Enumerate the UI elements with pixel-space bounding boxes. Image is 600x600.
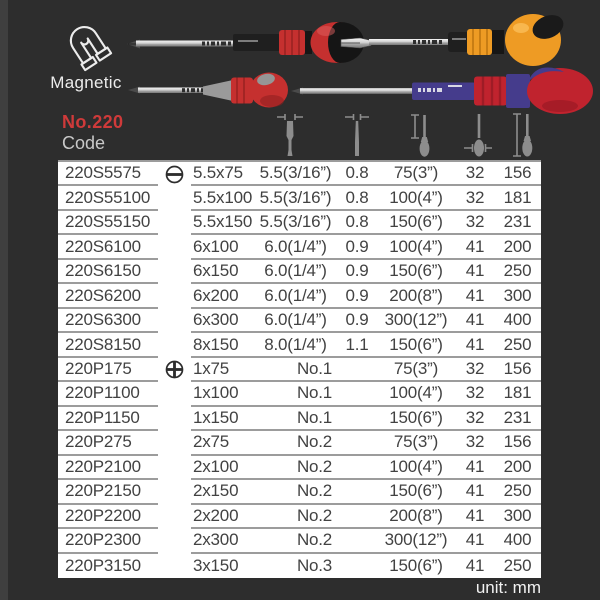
- cell-overall-length: 300: [494, 505, 541, 529]
- cell-head-type: [158, 309, 191, 333]
- cell-overall-length: 181: [494, 186, 541, 210]
- table-row: [58, 456, 541, 480]
- cell-overall-length: 156: [494, 358, 541, 382]
- cell-handle-diameter: 41: [456, 284, 494, 308]
- table-row: [58, 260, 541, 284]
- cell-code: 220P1100: [58, 382, 158, 406]
- cell-shaft-length: 75(3”): [376, 162, 456, 186]
- cell-handle-diameter: 41: [465, 555, 485, 575]
- cell-overall-length: 181: [494, 382, 541, 406]
- table-row: [58, 431, 541, 455]
- cell-shaft-length: 100(4”): [376, 235, 456, 259]
- cell-code: 220P175: [58, 358, 158, 382]
- cell-handle-diameter: 41: [456, 505, 494, 529]
- cell-shaft-length: 150(6”): [376, 260, 456, 284]
- cell-size: 1x100: [191, 382, 253, 406]
- cell-tip-width: 6.0(1/4”): [253, 260, 338, 284]
- cell-head-type: [158, 333, 191, 357]
- cell-head-type: [158, 431, 191, 455]
- cell-overall-length: 250: [494, 333, 541, 357]
- cell-size: 2x100: [191, 456, 253, 480]
- slotted-head-icon: [165, 165, 184, 184]
- table-row: [58, 505, 541, 529]
- cell-code: 220P3150: [65, 555, 141, 575]
- cell-tip-width: 5.5(3/16”): [253, 186, 338, 210]
- cell-point-no: No.1: [253, 407, 376, 431]
- phillips-screwdriver-purple-red: [291, 68, 593, 115]
- cell-shaft-length: 150(6”): [376, 211, 456, 235]
- cell-tip-width: 5.5(3/16”): [253, 162, 338, 186]
- cell-shaft-length: 75(3”): [376, 358, 456, 382]
- cell-shaft-length: 150(6”): [376, 333, 456, 357]
- cell-size: 5.5x100: [191, 186, 253, 210]
- cell-tip-thickness: 0.8: [338, 211, 376, 235]
- cell-overall-length: 400: [494, 309, 541, 333]
- cell-overall-length: 250: [494, 480, 541, 504]
- cell-head-type: [158, 162, 191, 186]
- cell-head-type: [158, 211, 191, 235]
- cell-handle-diameter: 32: [456, 186, 494, 210]
- cell-tip-thickness: 0.9: [338, 260, 376, 284]
- cell-point-no: No.1: [253, 382, 376, 406]
- handle-diameter-icon: [463, 112, 493, 158]
- cell-tip-thickness: 1.1: [338, 333, 376, 357]
- cell-shaft-length: 150(6”): [376, 480, 456, 504]
- cell-size: 2x75: [191, 431, 253, 455]
- cell-code: 220P275: [58, 431, 158, 455]
- cell-shaft-length: 300(12”): [376, 309, 456, 333]
- code-column-label: Code: [62, 133, 106, 153]
- cell-head-type: [158, 529, 191, 553]
- cell-handle-diameter: 32: [456, 407, 494, 431]
- unit-label: unit: mm: [475, 578, 541, 597]
- cell-code: 220S6200: [58, 284, 158, 308]
- table-row: [58, 554, 541, 578]
- table-row: [58, 358, 541, 382]
- slotted-screwdriver-orange: [341, 11, 567, 66]
- table-row: [58, 480, 541, 504]
- cell-shaft-length: 150(6”): [389, 555, 443, 575]
- cell-tip-thickness: 0.8: [338, 162, 376, 186]
- cell-code: 220P2300: [58, 529, 158, 553]
- blade-thickness-icon: [342, 112, 372, 158]
- cell-point-no: No.2: [253, 431, 376, 455]
- cell-size: 2x200: [191, 505, 253, 529]
- series-number: No.220: [62, 112, 124, 132]
- table-row: [58, 162, 541, 186]
- cell-size: 1x150: [191, 407, 253, 431]
- magnet-label: Magnetic: [50, 73, 122, 92]
- magnet-badge: [44, 14, 128, 93]
- cell-overall-length: 231: [494, 407, 541, 431]
- cell-tip-width: 5.5(3/16”): [253, 211, 338, 235]
- cell-shaft-length: 100(4”): [376, 186, 456, 210]
- cell-shaft-length: 100(4”): [376, 456, 456, 480]
- cell-head-type: [158, 480, 191, 504]
- cell-head-type: [158, 505, 191, 529]
- table-row: [58, 284, 541, 308]
- cell-handle-diameter: 32: [456, 431, 494, 455]
- table-row: [58, 186, 541, 210]
- cell-size: 5.5x150: [191, 211, 253, 235]
- cell-tip-width: 6.0(1/4”): [253, 235, 338, 259]
- cell-tip-width: 8.0(1/4”): [253, 333, 338, 357]
- cell-handle-diameter: 41: [456, 456, 494, 480]
- cell-code: 220P1150: [58, 407, 158, 431]
- cell-head-type: [158, 260, 191, 284]
- cell-head-type: [158, 284, 191, 308]
- cell-handle-diameter: 41: [456, 333, 494, 357]
- cell-overall-length: 250: [503, 555, 532, 575]
- cell-handle-diameter: 41: [456, 309, 494, 333]
- cell-overall-length: 250: [494, 260, 541, 284]
- cell-code: 220S5575: [58, 162, 158, 186]
- cell-overall-length: 400: [494, 529, 541, 553]
- cell-overall-length: 300: [494, 284, 541, 308]
- cell-handle-diameter: 41: [456, 529, 494, 553]
- cell-handle-diameter: 32: [456, 162, 494, 186]
- cell-head-type: [158, 186, 191, 210]
- cell-tip-thickness: 0.9: [338, 235, 376, 259]
- table-row: [58, 333, 541, 357]
- cell-overall-length: 156: [494, 162, 541, 186]
- cell-shaft-length: 150(6”): [376, 407, 456, 431]
- blade-width-icon: [275, 112, 305, 158]
- cell-code: 220S55150: [58, 211, 158, 235]
- table-row: [58, 529, 541, 553]
- cell-code: 220S8150: [58, 333, 158, 357]
- cell-code: 220S6100: [58, 235, 158, 259]
- cell-handle-diameter: 41: [456, 480, 494, 504]
- cell-size: 5.5x75: [191, 162, 253, 186]
- cell-head-type: [158, 358, 191, 382]
- cell-code: 220P2200: [58, 505, 158, 529]
- cell-tip-width: 6.0(1/4”): [253, 284, 338, 308]
- cell-size: 6x150: [191, 260, 253, 284]
- phillips-head-icon: [165, 360, 184, 379]
- cell-point-no: No.3: [296, 555, 333, 575]
- cell-point-no: No.2: [253, 529, 376, 553]
- shaft-length-icon: [408, 112, 438, 158]
- cell-handle-diameter: 32: [456, 358, 494, 382]
- cell-shaft-length: 75(3”): [376, 431, 456, 455]
- cell-size: 3x150: [193, 555, 239, 575]
- cell-tip-thickness: 0.8: [338, 186, 376, 210]
- cell-size: 1x75: [191, 358, 253, 382]
- cell-code: 220S6150: [58, 260, 158, 284]
- overall-length-icon: [510, 112, 540, 158]
- table-row: [58, 235, 541, 259]
- cell-handle-diameter: 41: [456, 235, 494, 259]
- cell-size: 8x150: [191, 333, 253, 357]
- cell-shaft-length: 100(4”): [376, 382, 456, 406]
- phillips-screwdriver-red-black: [127, 22, 364, 63]
- cell-tip-thickness: 0.9: [338, 284, 376, 308]
- cell-overall-length: 231: [494, 211, 541, 235]
- cell-overall-length: 200: [494, 456, 541, 480]
- cell-size: 6x100: [191, 235, 253, 259]
- table-row: [58, 309, 541, 333]
- cell-head-type: [158, 235, 191, 259]
- cell-point-no: No.2: [253, 480, 376, 504]
- cell-overall-length: 156: [494, 431, 541, 455]
- cell-shaft-length: 200(8”): [376, 284, 456, 308]
- cell-handle-diameter: 32: [456, 211, 494, 235]
- table-row: [58, 407, 541, 431]
- cell-head-type: [158, 382, 191, 406]
- cell-shaft-length: 300(12”): [376, 529, 456, 553]
- stubby-phillips-screwdriver-red: [128, 72, 288, 107]
- cell-point-no: No.2: [253, 456, 376, 480]
- table-row: [58, 382, 541, 406]
- cell-tip-width: 6.0(1/4”): [253, 309, 338, 333]
- spec-table: [58, 160, 541, 578]
- table-row: [58, 211, 541, 235]
- cell-head-type: [158, 554, 191, 578]
- cell-handle-diameter: 32: [456, 382, 494, 406]
- cell-head-type: [158, 407, 191, 431]
- cell-head-type: [158, 456, 191, 480]
- cell-code: 220P2100: [58, 456, 158, 480]
- cell-size: 6x300: [191, 309, 253, 333]
- cell-point-no: No.1: [253, 358, 376, 382]
- cell-code: 220S55100: [58, 186, 158, 210]
- magnet-icon: [50, 14, 122, 72]
- cell-tip-thickness: 0.9: [338, 309, 376, 333]
- cell-handle-diameter: 41: [456, 260, 494, 284]
- cell-size: 2x300: [191, 529, 253, 553]
- cell-size: 2x150: [191, 480, 253, 504]
- cell-shaft-length: 200(8”): [376, 505, 456, 529]
- cell-point-no: No.2: [253, 505, 376, 529]
- cell-code: 220P2150: [58, 480, 158, 504]
- cell-code: 220S6300: [58, 309, 158, 333]
- cell-overall-length: 200: [494, 235, 541, 259]
- cell-size: 6x200: [191, 284, 253, 308]
